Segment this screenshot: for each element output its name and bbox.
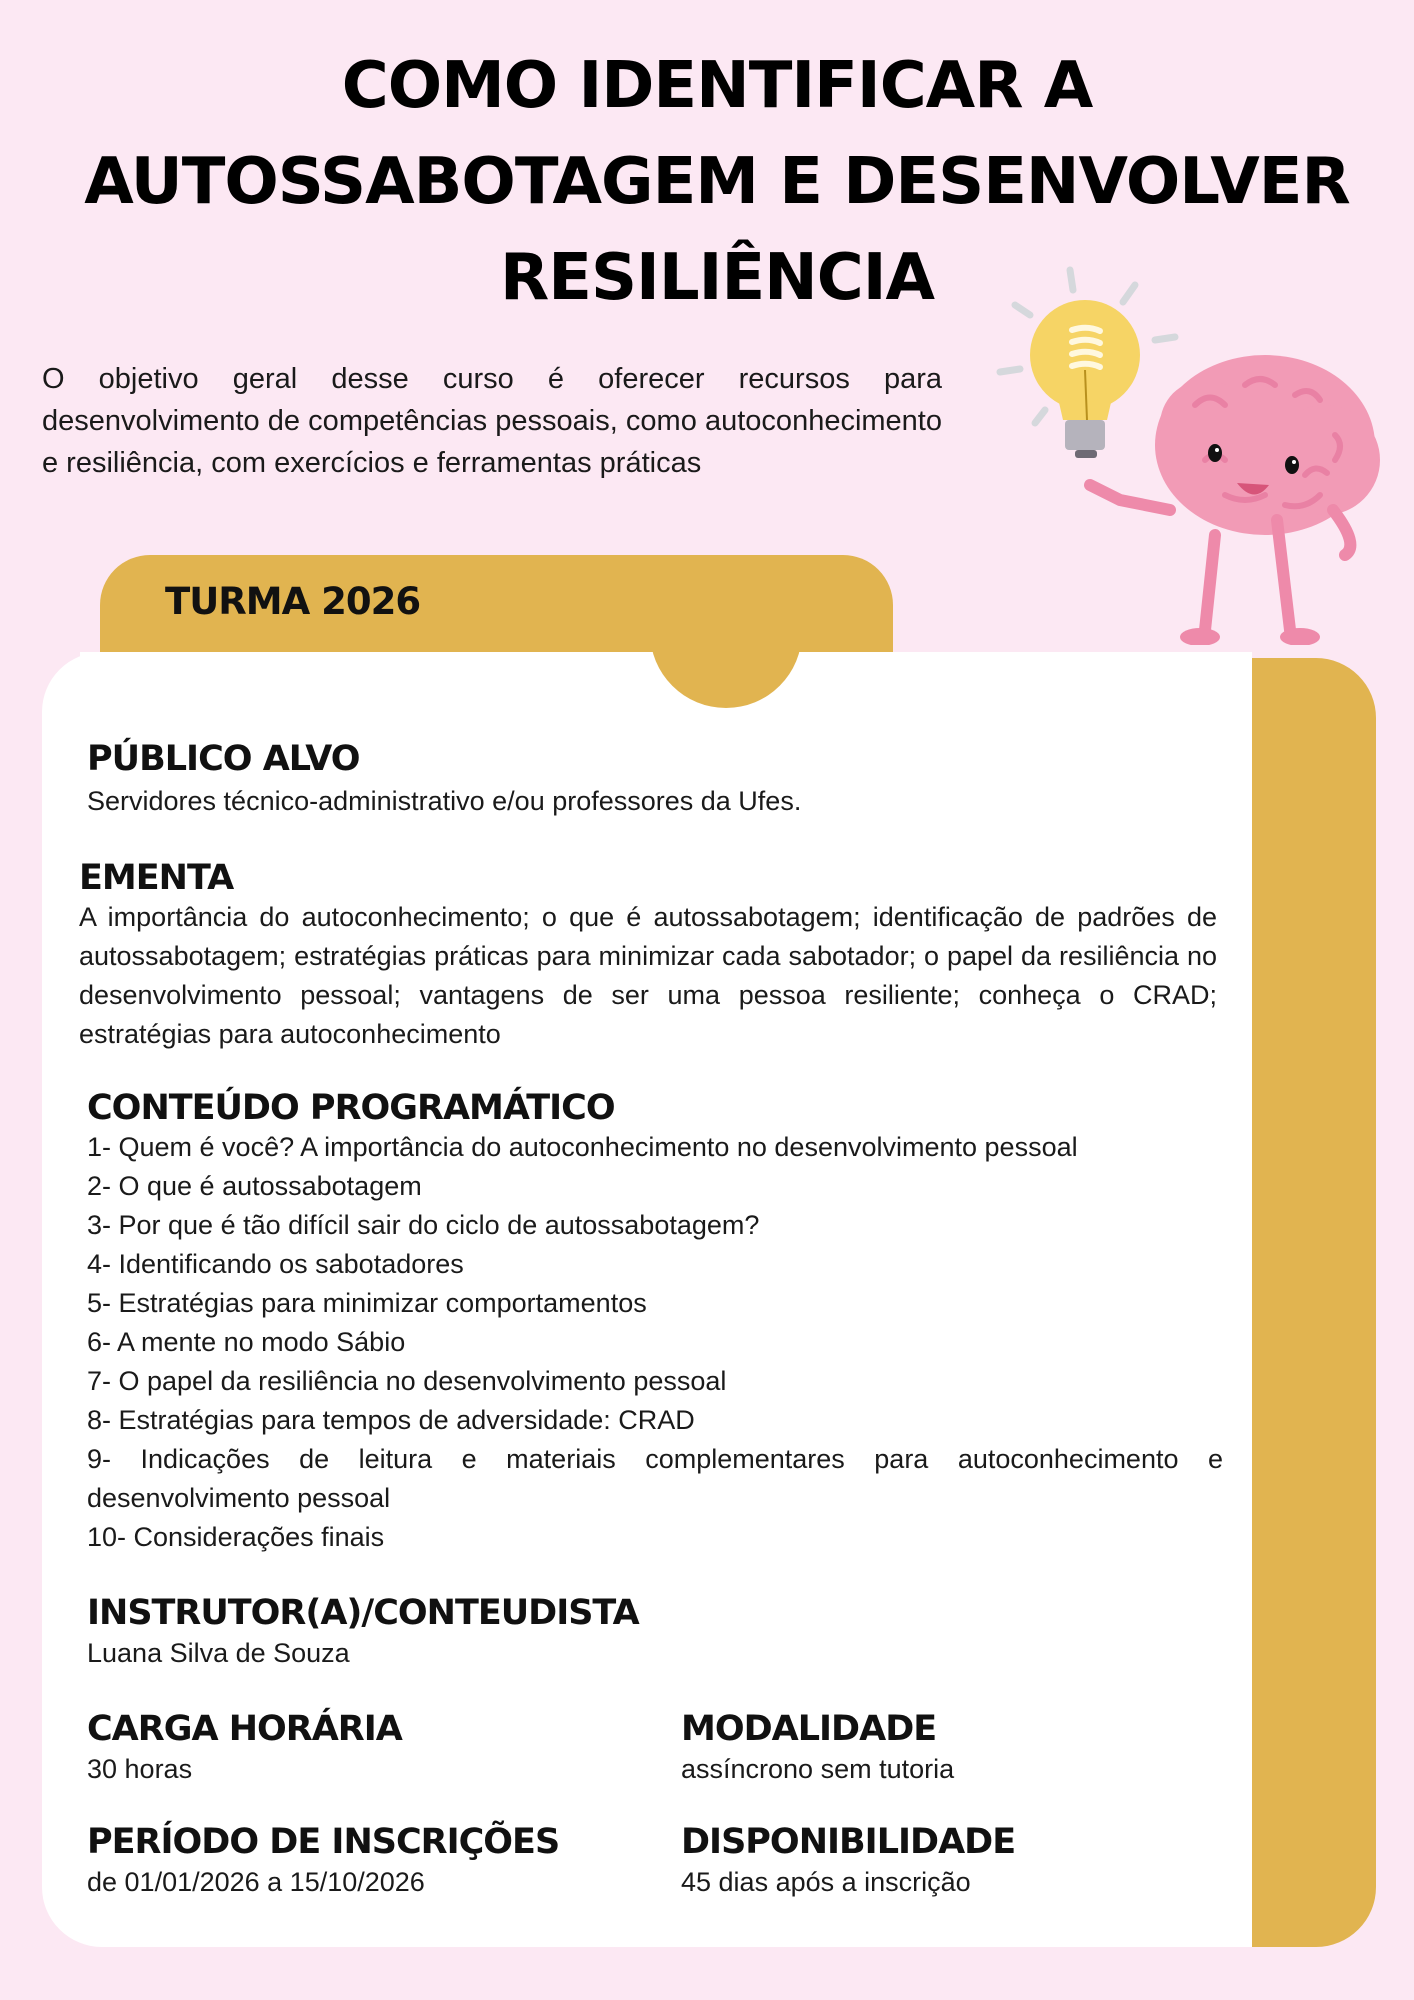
periodo-value: de 01/01/2026 a 15/10/2026 bbox=[87, 1867, 425, 1897]
instrutor-heading: INSTRUTOR(A)/CONTEUDISTA bbox=[87, 1593, 639, 1633]
instrutor-name: Luana Silva de Souza bbox=[87, 1638, 350, 1668]
publico-alvo-heading: PÚBLICO ALVO bbox=[87, 739, 360, 779]
course-objective: O objetivo geral desse curso é oferecer recursos para desenvolvimento de competências pessoais, como autoconhecimento e resiliência, com exercícios e ferramentas práticas bbox=[42, 363, 942, 479]
list-item: 10- Considerações finais bbox=[87, 1522, 385, 1552]
disponibilidade-heading: DISPONIBILIDADE bbox=[681, 1822, 1016, 1862]
list-item: 1- Quem é você? A importância do autoconhecimento no desenvolvimento pessoal bbox=[87, 1132, 1078, 1162]
disponibilidade-value: 45 dias após a inscrição bbox=[681, 1867, 971, 1897]
title-line: AUTOSSABOTAGEM E DESENVOLVER bbox=[84, 145, 1350, 219]
modalidade-value: assíncrono sem tutoria bbox=[681, 1754, 955, 1784]
publico-alvo-text: Servidores técnico-administrativo e/ou professores da Ufes. bbox=[87, 786, 802, 816]
modalidade-heading: MODALIDADE bbox=[681, 1709, 937, 1749]
ementa-text: A importância do autoconhecimento; o que é autossabotagem; identificação de padrões de autossabotagem; estratégias práticas para minimizar cada sabotador; o papel da resiliência no desenvolvimento pessoal; vantagens de ser uma pessoa resiliente; conheça o CRAD; estratégias para autoconhecimento bbox=[79, 902, 1217, 1049]
carga-horaria-value: 30 horas bbox=[87, 1754, 193, 1784]
gold-side-strip bbox=[1250, 658, 1376, 1947]
brain-lightbulb-icon bbox=[975, 245, 1395, 645]
title-line: RESILIÊNCIA bbox=[499, 241, 935, 315]
list-item: 7- O papel da resiliência no desenvolvimento pessoal bbox=[87, 1366, 727, 1396]
turma-label: TURMA 2026 bbox=[165, 580, 421, 623]
conteudo-list bbox=[87, 1128, 1223, 1557]
list-item: 4- Identificando os sabotadores bbox=[87, 1249, 464, 1279]
list-item: 6- A mente no modo Sábio bbox=[87, 1327, 406, 1357]
list-item: 5- Estratégias para minimizar comportamentos bbox=[87, 1288, 647, 1318]
list-item: 8- Estratégias para tempos de adversidade: CRAD bbox=[87, 1405, 695, 1435]
list-item: 2- O que é autossabotagem bbox=[87, 1171, 422, 1201]
periodo-heading: PERÍODO DE INSCRIÇÕES bbox=[87, 1822, 560, 1862]
ementa-heading: EMENTA bbox=[79, 858, 234, 898]
title-line: COMO IDENTIFICAR A bbox=[341, 49, 1093, 123]
list-item: 3- Por que é tão difícil sair do ciclo de autossabotagem? bbox=[87, 1210, 760, 1240]
conteudo-heading: CONTEÚDO PROGRAMÁTICO bbox=[87, 1088, 615, 1128]
carga-horaria-heading: CARGA HORÁRIA bbox=[87, 1709, 402, 1749]
list-item: 9- Indicações de leitura e materiais complementares para autoconhecimento e desenvolvimento pessoal bbox=[87, 1444, 1223, 1513]
